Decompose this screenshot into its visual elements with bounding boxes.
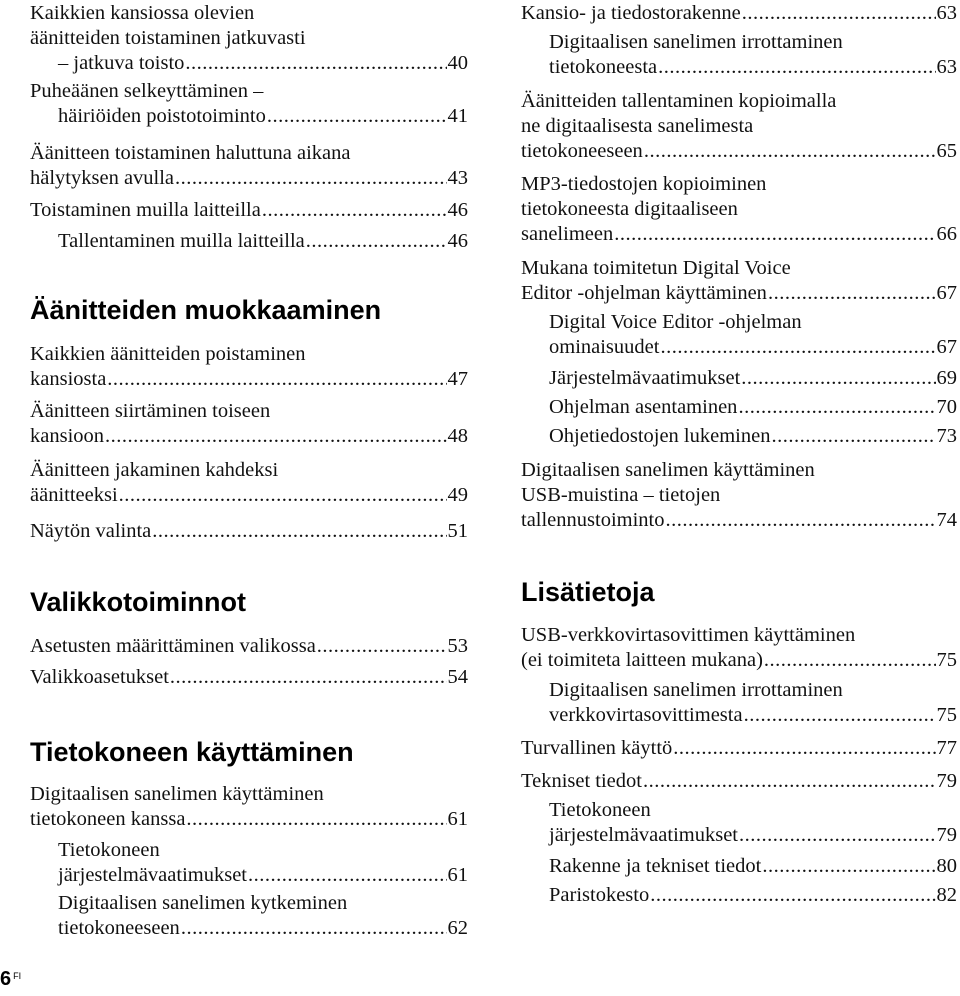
dot-leader — [248, 863, 447, 888]
toc-page-number: 40 — [447, 52, 468, 74]
toc-entry-text: Äänitteiden tallentaminen kopioimalla — [521, 90, 837, 112]
toc-page-number: 46 — [447, 230, 468, 252]
dot-leader — [738, 395, 935, 420]
dot-leader — [181, 916, 447, 941]
toc-entry[interactable] — [30, 458, 468, 508]
dot-leader — [267, 104, 447, 129]
toc-entry[interactable] — [30, 141, 468, 191]
toc-entry-text: USB-muistina – tietojen — [521, 484, 721, 506]
toc-page-number: 80 — [936, 855, 957, 877]
toc-entry-text: Ohjetiedostojen lukeminen — [549, 425, 771, 447]
toc-entry-text: järjestelmävaatimukset — [549, 824, 738, 846]
toc-entry-text: kansiosta — [30, 368, 107, 390]
toc-entry[interactable] — [549, 798, 957, 848]
toc-entry-text: häiriöiden poistotoiminto — [58, 105, 266, 127]
toc-entry-text: Äänitteen toistaminen haluttuna aikana — [30, 142, 351, 164]
toc-entry-text: Digitaalisen sanelimen käyttäminen — [30, 783, 324, 805]
toc-page-number: 51 — [447, 520, 468, 542]
toc-page-number: 48 — [447, 425, 468, 447]
toc-entry[interactable] — [58, 891, 468, 941]
toc-entry-text: Järjestelmävaatimukset — [549, 367, 741, 389]
toc-page-number: 79 — [936, 824, 957, 846]
toc-entry-text: Kansio- ja tiedostorakenne — [521, 2, 741, 24]
toc-entry-text: järjestelmävaatimukset — [58, 864, 247, 886]
dot-leader — [643, 769, 936, 794]
toc-entry-text: Toistaminen muilla laitteilla — [30, 199, 261, 221]
toc-entry-text: Valikkoasetukset — [30, 666, 169, 688]
toc-entry-text: ne digitaalisesta sanelimesta — [521, 115, 754, 137]
toc-page-number: 65 — [936, 140, 957, 162]
dot-leader — [658, 55, 935, 80]
dot-leader — [262, 198, 447, 223]
toc-entry[interactable] — [30, 519, 468, 544]
toc-entry[interactable] — [30, 665, 468, 690]
toc-entry[interactable] — [521, 1, 957, 26]
section-heading: Valikkotoiminnot — [30, 587, 247, 617]
dot-leader — [170, 665, 447, 690]
toc-page-number: 61 — [447, 864, 468, 886]
toc-entry[interactable] — [58, 229, 468, 254]
section-heading: Äänitteiden muokkaaminen — [30, 295, 382, 325]
toc-entry[interactable] — [521, 256, 957, 306]
dot-leader — [660, 335, 935, 360]
toc-entry-text: verkkovirtasovittimesta — [549, 704, 743, 726]
toc-entry-text: USB-verkkovirtasovittimen käyttäminen — [521, 624, 856, 646]
toc-entry-text: (ei toimiteta laitteen mukana) — [521, 649, 763, 671]
toc-entry-text: äänitteiden toistaminen jatkuvasti — [30, 27, 306, 49]
toc-page-number: 47 — [447, 368, 468, 390]
toc-entry[interactable] — [549, 854, 957, 879]
toc-page-number: 41 — [447, 105, 468, 127]
toc-page-number: 67 — [936, 282, 957, 304]
toc-entry-text: Editor -ohjelman käyttäminen — [521, 282, 767, 304]
toc-entry[interactable] — [549, 424, 957, 449]
toc-page-number: 74 — [936, 509, 957, 531]
toc-entry[interactable] — [30, 1, 468, 76]
toc-entry[interactable] — [30, 198, 468, 223]
toc-entry-text: Turvallinen käyttö — [521, 737, 673, 759]
dot-leader — [186, 807, 446, 832]
toc-entry-text: Kaikkien äänitteiden poistaminen — [30, 343, 306, 365]
toc-entry-text: Paristokesto — [549, 884, 650, 906]
page-number: 6 — [0, 968, 12, 990]
language-code: FI — [13, 970, 22, 981]
toc-page-number: 63 — [936, 2, 957, 24]
toc-entry-text: Mukana toimitetun Digital Voice — [521, 257, 791, 279]
toc-entry-text: Ohjelman asentaminen — [549, 396, 738, 418]
dot-leader — [666, 508, 936, 533]
toc-entry[interactable] — [30, 782, 468, 832]
toc-page-number: 69 — [936, 367, 957, 389]
toc-page-number: 46 — [447, 199, 468, 221]
toc-entry[interactable] — [521, 89, 957, 164]
toc-entry-text: tietokoneeseen — [521, 140, 643, 162]
toc-page-number: 63 — [936, 56, 957, 78]
toc-entry-text: ominaisuudet — [549, 336, 660, 358]
toc-entry[interactable] — [521, 769, 957, 794]
toc-page-number: 66 — [936, 223, 957, 245]
dot-leader — [105, 424, 446, 449]
toc-page-number: 75 — [936, 649, 957, 671]
dot-leader — [742, 1, 936, 26]
toc-page-number: 79 — [936, 770, 957, 792]
toc-page-number: 61 — [447, 808, 468, 830]
toc-entry-text: Digitaalisen sanelimen kytkeminen — [58, 892, 348, 914]
toc-entry[interactable] — [549, 395, 957, 420]
toc-page-number: 70 — [936, 396, 957, 418]
toc-entry[interactable] — [521, 623, 957, 673]
toc-page-number: 54 — [447, 666, 468, 688]
dot-leader — [614, 222, 935, 247]
toc-entry[interactable] — [30, 79, 468, 129]
dot-leader — [185, 51, 446, 76]
dot-leader — [152, 519, 446, 544]
dot-leader — [768, 281, 936, 306]
toc-entry-text: Asetusten määrittäminen valikossa — [30, 635, 316, 657]
toc-entry-text: tietokoneen kanssa — [30, 808, 186, 830]
dot-leader — [673, 736, 935, 761]
dot-leader — [771, 424, 935, 449]
toc-entry[interactable] — [521, 172, 957, 247]
toc-entry-text: Tietokoneen — [549, 799, 651, 821]
dot-leader — [107, 367, 446, 392]
toc-entry-text: Äänitteen siirtäminen toiseen — [30, 400, 271, 422]
dot-leader — [317, 634, 447, 659]
toc-entry[interactable] — [549, 366, 957, 391]
dot-leader — [764, 648, 936, 673]
toc-page-number: 67 — [936, 336, 957, 358]
toc-entry[interactable] — [549, 883, 957, 908]
toc-entry-text: – jatkuva toisto — [58, 52, 185, 74]
toc-entry[interactable] — [30, 634, 468, 659]
dot-leader — [741, 366, 935, 391]
toc-page-number: 62 — [447, 917, 468, 939]
section-heading: Lisätietoja — [521, 577, 655, 607]
toc-entry-text: tietokoneesta — [549, 56, 658, 78]
dot-leader — [762, 854, 935, 879]
toc-entry-text: Tekniset tiedot — [521, 770, 642, 792]
toc-page-number: 49 — [447, 484, 468, 506]
toc-entry-text: tietokoneesta digitaaliseen — [521, 198, 738, 220]
page-footer — [0, 968, 21, 991]
toc-entry-text: MP3-tiedostojen kopioiminen — [521, 173, 767, 195]
dot-leader — [175, 166, 446, 191]
toc-entry[interactable] — [549, 30, 957, 80]
toc-entry-text: Rakenne ja tekniset tiedot — [549, 855, 762, 877]
toc-entry[interactable] — [521, 736, 957, 761]
toc-entry-text: Puheäänen selkeyttäminen – — [30, 80, 264, 102]
toc-entry[interactable] — [521, 458, 957, 533]
toc-entry[interactable] — [30, 342, 468, 392]
toc-page-number: 77 — [936, 737, 957, 759]
toc-entry-text: Kaikkien kansiossa olevien — [30, 2, 255, 24]
dot-leader — [306, 229, 447, 254]
dot-leader — [739, 823, 936, 848]
toc-entry-text: Digital Voice Editor -ohjelman — [549, 311, 802, 333]
toc-entry-text: sanelimeen — [521, 223, 614, 245]
dot-leader — [650, 883, 935, 908]
toc-entry-text: Tallentaminen muilla laitteilla — [58, 230, 305, 252]
toc-entry[interactable] — [549, 310, 957, 360]
toc-entry-text: Digitaalisen sanelimen irrottaminen — [549, 679, 843, 701]
toc-entry-text: Digitaalisen sanelimen käyttäminen — [521, 459, 815, 481]
toc-entry-text: Tietokoneen — [58, 839, 160, 861]
section-heading: Tietokoneen käyttäminen — [30, 737, 354, 767]
toc-entry-text: Digitaalisen sanelimen irrottaminen — [549, 31, 843, 53]
toc-entry[interactable] — [549, 678, 957, 728]
toc-entry[interactable] — [58, 838, 468, 888]
toc-entry-text: kansioon — [30, 425, 105, 447]
toc-page-number: 82 — [936, 884, 957, 906]
toc-entry-text: Näytön valinta — [30, 520, 152, 542]
toc-entry[interactable] — [30, 399, 468, 449]
toc-entry-text: Äänitteen jakaminen kahdeksi — [30, 459, 279, 481]
dot-leader — [119, 483, 447, 508]
toc-entry-text: tietokoneeseen — [58, 917, 180, 939]
toc-entry-text: tallennustoiminto — [521, 509, 665, 531]
toc-entry-text: hälytyksen avulla — [30, 167, 175, 189]
toc-page-number: 75 — [936, 704, 957, 726]
toc-page-number: 73 — [936, 425, 957, 447]
toc-entry-text: äänitteeksi — [30, 484, 118, 506]
toc-page-number: 43 — [447, 167, 468, 189]
dot-leader — [744, 703, 936, 728]
toc-page-number: 53 — [447, 635, 468, 657]
dot-leader — [644, 139, 936, 164]
